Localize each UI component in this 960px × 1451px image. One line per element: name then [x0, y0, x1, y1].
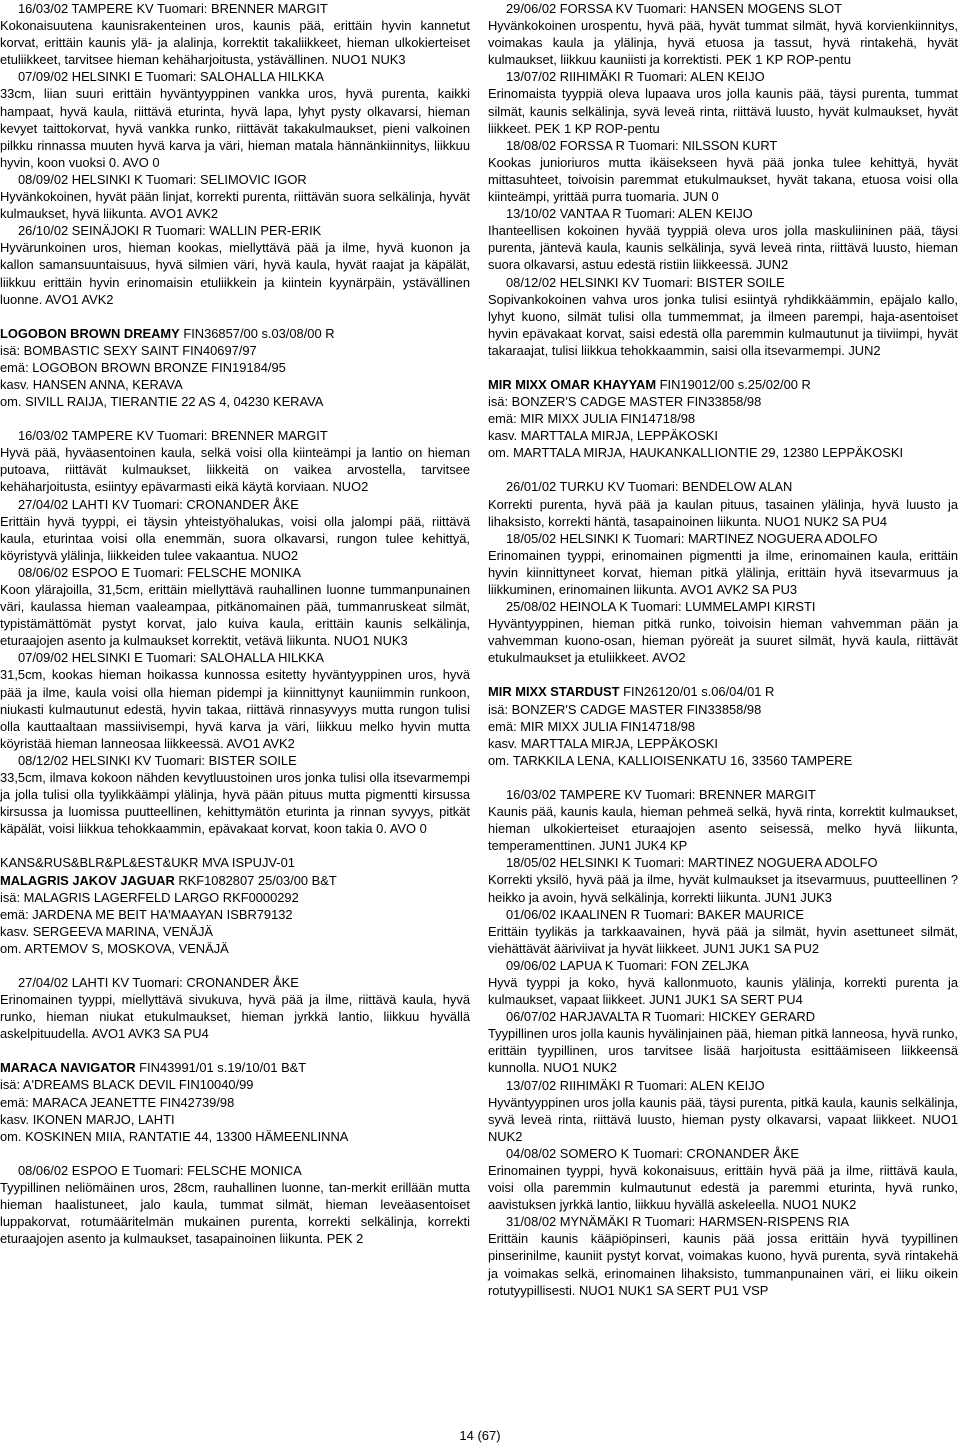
show-header: 01/06/02 IKAALINEN R Tuomari: BAKER MAURICE: [506, 906, 805, 922]
dog-pedigree-line: emä: MIR MIXX JULIA FIN14718/98: [488, 411, 696, 427]
judge-critique: Erittäin tyylikäs ja tarkkaavainen, hyvä pää ja silmät, hyvin asettuneet silmät, viehättävät ääriviivat ja hyvät liikkeet. JUN1 JUK1 SA PU2: [488, 923, 958, 956]
right-column: [488, 0, 958, 1299]
dog-info-block: [0, 1059, 470, 1144]
left-column: [0, 0, 470, 1247]
dog-pedigree-line: kasv. MARTTALA MIRJA, LEPPÄKOSKI: [488, 428, 718, 444]
dog-pedigree-line: isä: A'DREAMS BLACK DEVIL FIN10040/99: [0, 1077, 254, 1093]
judge-critique: Korrekti yksilö, hyvä pää ja ilme, hyvät kulmaukset ja itsevarmuus, puutteellinen ? heikko ja avoin, hyvä selkälinja, korrekti liikunta. JUN1 JUK3: [488, 872, 958, 905]
dog-pedigree-line: isä: BONZER'S CADGE MASTER FIN33858/98: [488, 701, 762, 717]
judging-entry: [488, 598, 958, 666]
judge-critique: Erinomaista tyyppiä oleva lupaava uros jolla kaunis pää, täysi purenta, tummat silmät, kaunis selkälinja, syvä leveä rinta, riittävä luusto, hyvät kulmaukset, hyvät liikkeet. PEK 1 KP ROP-pentu: [488, 86, 958, 136]
show-header: 08/06/02 ESPOO E Tuomari: FELSCHE MONICA: [18, 1162, 302, 1178]
spacer: [0, 837, 470, 854]
dog-info-block: [0, 325, 470, 410]
show-header: 18/05/02 HELSINKI K Tuomari: MARTINEZ NOGUERA ADOLFO: [506, 855, 878, 871]
judging-entry: [0, 427, 470, 495]
judge-critique: Hyväntyyppinen, hieman pitkä runko, toivoisin hieman vahvemman pään ja vahvemman kuono-osan, hieman pyöreät ja suuret silmät, hyvä kaula, riittävät etukulmaukset ja etuliikkeet. AVO2: [488, 616, 958, 666]
show-header: 18/05/02 HELSINKI K Tuomari: MARTINEZ NOGUERA ADOLFO: [506, 530, 878, 546]
judge-critique: Erinomainen tyyppi, miellyttävä sivukuva, hyvä pää ja ilme, riittävä kaula, hyvä runko, hieman niukat etukulmaukset, hieman jyrkkä lantio, liikkuu hyvällä askelpituudella. AVO1 AVK3 SA PU4: [0, 992, 470, 1042]
judge-critique: Erittäin hyvä tyyppi, ei täysin yhteistyöhalukas, voisi olla jalompi pää, riittävä kaula, eturintaa voisi olla enemmän, suora olkavarsi, rungon tulee kehittyä, köyristyvä ylälinja, liikkeiden tulee vakaantua. NUO2: [0, 513, 470, 563]
judge-critique: 31,5cm, kookas hieman hoikassa kunnossa esitetty hyväntyyppinen uros, hyvä pää ja ilme, kaula voisi olla hieman pidempi ja kiinnittynyt kauniimmin runkoon, niukasti kulmautunut edestä, hyvin takaa, riittävä rinnasyvyys mutta rungon tulisi olla kauttaaltaan massiivisempi, hyvä karva ja väri, liikkuu melko hyvin mutta köyristää hieman lanneosaa liikkeessä. AVO1 AVK2: [0, 667, 470, 751]
spacer: [488, 769, 958, 786]
dog-pedigree-line: emä: MARACA JEANETTE FIN42739/98: [0, 1094, 235, 1110]
judge-critique: Erinomainen tyyppi, erinomainen pigmentti ja ilme, erinomainen kaula, erittäin hyvin kiinnittyneet korvat, hieman pitkä ylälinja, erittäin hyvä itsevarmuus ja liikkuminen, erinomainen liikunta. AVO1 AVK2 SA PU3: [488, 547, 958, 597]
show-header: 18/08/02 FORSSA R Tuomari: NILSSON KURT: [506, 137, 778, 153]
judging-entry: [0, 752, 470, 837]
judging-entry: [488, 1145, 958, 1213]
judge-critique: Koon ylärajoilla, 31,5cm, erittäin miellyttävä rauhallinen luonne tummanpunainen väri, kaulassa hieman vaaleampaa, pitkänomainen pää, tummanruskeat silmät, typistämättömät pystyt korvat, jalo kuiva kaula, erittäin kaunis selkälinja, eturaajojen asento ja kulmaukset korrektit, vetävä liikunta. NUO1 NUK3: [0, 582, 470, 649]
dog-pedigree-line: om. SIVILL RAIJA, TIERANTIE 22 AS 4, 04230 KERAVA: [0, 394, 324, 410]
spacer: [488, 666, 958, 683]
dog-pedigree-line: emä: JARDENA ME BEIT HA'MAAYAN ISBR79132: [0, 906, 293, 922]
dog-pedigree-line: om. MARTTALA MIRJA, HAUKANKALLIONTIE 29, 12380 LEPPÄKOSKI: [488, 445, 904, 461]
show-header: 08/12/02 HELSINKI KV Tuomari: BISTER SOILE: [506, 274, 785, 290]
judge-critique: Hyvä tyyppi ja koko, hyvä kallonmuoto, kaunis ylälinja, korrekti purenta ja kulmaukset, vapaat liikkeet. JUN1 JUK1 SA SERT PU4: [488, 974, 958, 1008]
dog-name-line: [0, 1059, 470, 1076]
judge-critique: Hyvä pää, hyväasentoinen kaula, selkä voisi olla kiinteämpi ja lantio on hieman putoava, riittävät kulmaukset, liikkeitä on vaikea arvostella, tarvitsee kehäharjoitusta, esiintyy epävarmasti eikä käytä korviaan. NUO2: [0, 445, 470, 495]
spacer: [0, 957, 470, 974]
show-header: 29/06/02 FORSSA KV Tuomari: HANSEN MOGENS SLOT: [506, 1, 842, 16]
judge-critique: Ihanteellisen kokoinen hyvää tyyppiä oleva uros jolla maskuliininen pää, täysi purenta, jäntevä kaula, kaunis selkälinja, syvä leveä rinta, riittävä luusto, hieman suora olkavarsi, astuu edestä ristiin liikkeessä. JUN2: [488, 223, 958, 273]
dog-pedigree-line: kasv. MARTTALA MIRJA, LEPPÄKOSKI: [488, 735, 718, 751]
judge-critique: 33,5cm, ilmava kokoon nähden kevytluustoinen uros jonka tulisi olla itsevarmempi ja jolla tulisi olla tyylikkäämpi ylälinja, hyvä pään pituus mutta pigmentti kirsussa kirsussa ja luomissa puutteellinen, kehittymätön eturinta ja rinnan syvyys, pitkät käpälät, voisi liikkua tehokkaammin, epävakaat korvat, koon takia 0. AVO 0: [0, 770, 470, 837]
dog-name: LOGOBON BROWN DREAMY: [0, 325, 180, 341]
judge-critique: Kaunis pää, kaunis kaula, hieman pehmeä selkä, hyvä rinta, korrektit kulmaukset, hieman ulkokierteiset eturaajojen asento seisessä, melko hyvä liikunta, temperamenttinen. JUN1 JUK4 KP: [488, 804, 958, 854]
dog-pedigree-line: kasv. SERGEEVA MARINA, VENÄJÄ: [0, 923, 213, 939]
judge-critique: Erittäin kaunis kääpiöpinseri, kaunis pää jossa erittäin hyvä tyypillinen pinserinilme, kauniit pystyt korvat, voimakas kuono, hyvä purenta, syvä rintakehä ja voimakas selkä, erinomainen lihaksisto, tummanpunainen väri, ei liiku oikein rotutyypillisesti. NUO1 NUK1 SA SERT PU1 VSP: [488, 1231, 958, 1298]
show-header: 26/10/02 SEINÄJOKI R Tuomari: WALLIN PER-ERIK: [18, 223, 322, 239]
page-number: 14 (67): [459, 1428, 501, 1443]
show-header: 31/08/02 MYNÄMÄKI R Tuomari: HARMSEN-RISPENS RIA: [506, 1214, 850, 1230]
judging-entry: [488, 957, 958, 1008]
show-header: 09/06/02 LAPUA K Tuomari: FON ZELJKA: [506, 957, 749, 973]
judging-entry: [0, 1162, 470, 1247]
judging-entry: [488, 274, 958, 359]
judge-critique: Erinomainen tyyppi, hyvä kokonaisuus, erittäin hyvä pää ja ilme, riittävä kaula, voisi olla paremmin kulmautunut edestä ja paremmi eturinta, hyvä runko, aavistuksen jyrkkä lantio, liikkuu hyvällä askeleella. NUO1 NUK2: [488, 1163, 958, 1213]
dog-pedigree-line: om. ARTEMOV S, MOSKOVA, VENÄJÄ: [0, 940, 229, 956]
judge-critique: Sopivankokoinen vahva uros jonka tulisi esiintyä ryhdikkäämmin, epäjalo kallo, lyhyt kuono, silmät tulisi olla tummemmat, ja ilmeen parempi, haja-asentoiset hyvin epävakaat korvat, saisi edestä olla paremmin kulmautunut ja tiiviimpi, hyvät takaraajat, tulisi liikkua tehokkaammin, saisi olla itsevarmempi. JUN2: [488, 291, 958, 358]
dog-pedigree-line: emä: MIR MIXX JULIA FIN14718/98: [488, 718, 696, 734]
judging-entry: [0, 649, 470, 752]
dog-pedigree-line: om. TARKKILA LENA, KALLIOISENKATU 16, 33560 TAMPERE: [488, 752, 853, 768]
dog-pedigree-line: isä: BONZER'S CADGE MASTER FIN33858/98: [488, 394, 762, 410]
judge-critique: Hyväntyyppinen uros jolla kaunis pää, täysi purenta, pitkä kaula, kaunis selkälinja, syvä leveä rinta, riittävä luusto, hieman pysty olkavarsi, vapaat liikkeet. NUO1 NUK2: [488, 1094, 958, 1144]
judge-critique: Hyvänkokoinen, hyvät pään linjat, korrekti purenta, riittävän suora selkälinja, hyvät kulmaukset, hyvä liikunta. AVO1 AVK2: [0, 189, 470, 222]
spacer: [488, 359, 958, 376]
judge-critique: 33cm, liian suuri erittäin hyväntyyppinen vankka uros, hyvä purenta, kaikki hampaat, hyvä kaula, riittävä eturinta, hyvä lapa, lyhyt pysty olkavarsi, hieman kevyet taittokorvat, hyvä vankka runko, riittävät takakulmaukset, pieni valkoinen pilkku rinnassa muuten hyvä karva ja väri, hieman matala hännänkiinnitys, liikkuu hyvin, koon vuoksi 0. AVO 0: [0, 86, 470, 170]
show-header: 16/03/02 TAMPERE KV Tuomari: BRENNER MARGIT: [506, 786, 816, 802]
dog-info-block: [0, 854, 470, 957]
dog-name: MALAGRIS JAKOV JAGUAR: [0, 872, 175, 888]
show-header: 08/06/02 ESPOO E Tuomari: FELSCHE MONIKA: [18, 564, 301, 580]
show-header: 04/08/02 SOMERO K Tuomari: CRONANDER ÅKE: [506, 1145, 799, 1161]
show-header: 08/09/02 HELSINKI K Tuomari: SELIMOVIC IGOR: [18, 171, 307, 187]
judging-entry: [0, 171, 470, 222]
spacer: [488, 461, 958, 478]
dog-info-block: [488, 376, 958, 461]
show-header: 13/07/02 RIIHIMÄKI R Tuomari: ALEN KEIJO: [506, 69, 765, 85]
show-header: 08/12/02 HELSINKI KV Tuomari: BISTER SOILE: [18, 752, 297, 768]
dog-name-line: [488, 376, 958, 393]
judge-critique: Hyvänkokoinen urospentu, hyvä pää, hyvät tummat silmät, hyvä korvienkiinnitys, voimakas kaula ja ylälinja, hyvä etuosa ja tassut, hyvä rintakehä, hyvät kulmaukset, liikkuu kauniisti ja korrektisti. PEK 1 KP ROP-pentu: [488, 18, 958, 68]
show-header: 06/07/02 HARJAVALTA R Tuomari: HICKEY GERARD: [506, 1009, 816, 1025]
show-header: 27/04/02 LAHTI KV Tuomari: CRONANDER ÅKE: [18, 974, 299, 990]
show-header: 13/10/02 VANTAA R Tuomari: ALEN KEIJO: [506, 206, 753, 222]
judging-entry: [488, 1077, 958, 1145]
dog-name-line: [488, 683, 958, 700]
judging-entry: [0, 974, 470, 1042]
judge-critique: Korrekti purenta, hyvä pää ja kaulan pituus, tasainen ylälinja, hyvä luusto ja lihaksisto, korrekti häntä, tasapainoinen liikunta. NUO1 NUK2 SA PU4: [488, 496, 958, 529]
dog-registration: FIN26120/01 s.06/04/01 R: [619, 684, 775, 700]
judging-entry: [488, 137, 958, 205]
judging-entry: [488, 786, 958, 854]
dog-name-line: [0, 325, 470, 342]
dog-pedigree-line: kasv. HANSEN ANNA, KERAVA: [0, 376, 183, 392]
show-header: 07/09/02 HELSINKI E Tuomari: SALOHALLA HILKKA: [18, 650, 324, 666]
dog-pedigree-line: om. KOSKINEN MIIA, RANTATIE 44, 13300 HÄMEENLINNA: [0, 1128, 349, 1144]
judging-entry: [488, 478, 958, 529]
dog-pedigree-line: emä: LOGOBON BROWN BRONZE FIN19184/95: [0, 359, 286, 375]
dog-info-block: [488, 683, 958, 768]
spacer: [0, 1042, 470, 1059]
judging-entry: [488, 1008, 958, 1076]
show-header: 07/09/02 HELSINKI E Tuomari: SALOHALLA HILKKA: [18, 69, 324, 85]
dog-name: MIR MIXX STARDUST: [488, 684, 620, 700]
judging-entry: [0, 222, 470, 307]
dog-registration: FIN36857/00 s.03/08/00 R: [179, 325, 335, 341]
dog-name-line: [0, 872, 470, 889]
judging-entry: [488, 906, 958, 957]
dog-registration: FIN43991/01 s.19/10/01 B&T: [135, 1060, 307, 1076]
show-header: 26/01/02 TURKU KV Tuomari: BENDELOW ALAN: [506, 479, 793, 495]
spacer: [0, 1145, 470, 1162]
judging-entry: [488, 1213, 958, 1298]
dog-pedigree-line: isä: BOMBASTIC SEXY SAINT FIN40697/97: [0, 342, 257, 358]
judging-entry: [0, 68, 470, 171]
judging-entry: [488, 205, 958, 273]
judge-critique: Hyvärunkoinen uros, hieman kookas, miellyttävä pää ja ilme, hyvä kuonon ja kallon samansuuntaisuus, hyvä silmien väri, hyvä kaula, hyvät raajat ja käpälät, liikkuu erittäin hyvin erinomaisin etuliikkein ja kiintein kyynärpäin, ystävällinen luonne. AVO1 AVK2: [0, 240, 470, 307]
dog-pedigree-line: isä: MALAGRIS LAGERFELD LARGO RKF0000292: [0, 889, 299, 905]
judge-critique: Tyypillinen neliömäinen uros, 28cm, rauhallinen luonne, tan-merkit erillään mutta hieman haalistuneet, jalo kaula, tummat silmät, hieman leveäasentoiset luppakorvat, rotumääritelmän mukainen purenta, korrekti selkälinja, korrekti eturaajojen asento ja kulmaukset, tasapainoinen liikunta. PEK 2: [0, 1179, 470, 1247]
dog-name: MIR MIXX OMAR KHAYYAM: [488, 376, 657, 392]
dog-name: MARACA NAVIGATOR: [0, 1060, 136, 1076]
show-header: 25/08/02 HEINOLA K Tuomari: LUMMELAMPI KIRSTI: [506, 599, 816, 615]
show-header: 16/03/02 TAMPERE KV Tuomari: BRENNER MARGIT: [18, 1, 328, 16]
judging-entry: [0, 564, 470, 649]
judge-critique: Tyypillinen uros jolla kaunis hyvälinjainen pää, hieman pitkä lanneosa, hyvä runko, erittäin tyypillinen, uros tarvitsee lisää harjoitusta esittäämiseen liikkeensä kunnolla. NUO1 NUK2: [488, 1026, 958, 1076]
spacer: [0, 308, 470, 325]
judge-critique: Kookas junioriuros mutta ikäisekseen hyvä pää jonka tulee kehittyä, hyvät mittasuhteet, toivoisin paremmat etukulmaukset, hyvät takana, etuosa voisi olla kiinteämpi, yrittää purra tuomaria. JUN 0: [488, 154, 958, 205]
judging-entry: [488, 0, 958, 68]
judging-entry: [0, 0, 470, 68]
spacer: [0, 410, 470, 427]
judging-entry: [488, 68, 958, 136]
show-header: 27/04/02 LAHTI KV Tuomari: CRONANDER ÅKE: [18, 496, 299, 512]
dog-registration: RKF1082807 25/03/00 B&T: [174, 872, 337, 888]
show-header: 16/03/02 TAMPERE KV Tuomari: BRENNER MARGIT: [18, 428, 328, 444]
dog-titles: KANS&RUS&BLR&PL&EST&UKR MVA ISPUJV-01: [0, 855, 295, 871]
dog-pedigree-line: kasv. IKONEN MARJO, LAHTI: [0, 1111, 175, 1127]
judging-entry: [0, 496, 470, 564]
dog-registration: FIN19012/00 s.25/02/00 R: [656, 376, 811, 392]
judge-critique: Kokonaisuutena kaunisrakenteinen uros, kaunis pää, erittäin hyvin kannetut korvat, erittäin kaunis ylä- ja alalinja, korrektit takaliikkeet, hieman ulkokierteiset etuliikkeet, tarvitsee hieman kehäharjoitusta, ystävällinen. NUO1 NUK3: [0, 18, 470, 68]
judging-entry: [488, 854, 958, 905]
show-header: 13/07/02 RIIHIMÄKI R Tuomari: ALEN KEIJO: [506, 1077, 765, 1093]
judging-entry: [488, 530, 958, 598]
